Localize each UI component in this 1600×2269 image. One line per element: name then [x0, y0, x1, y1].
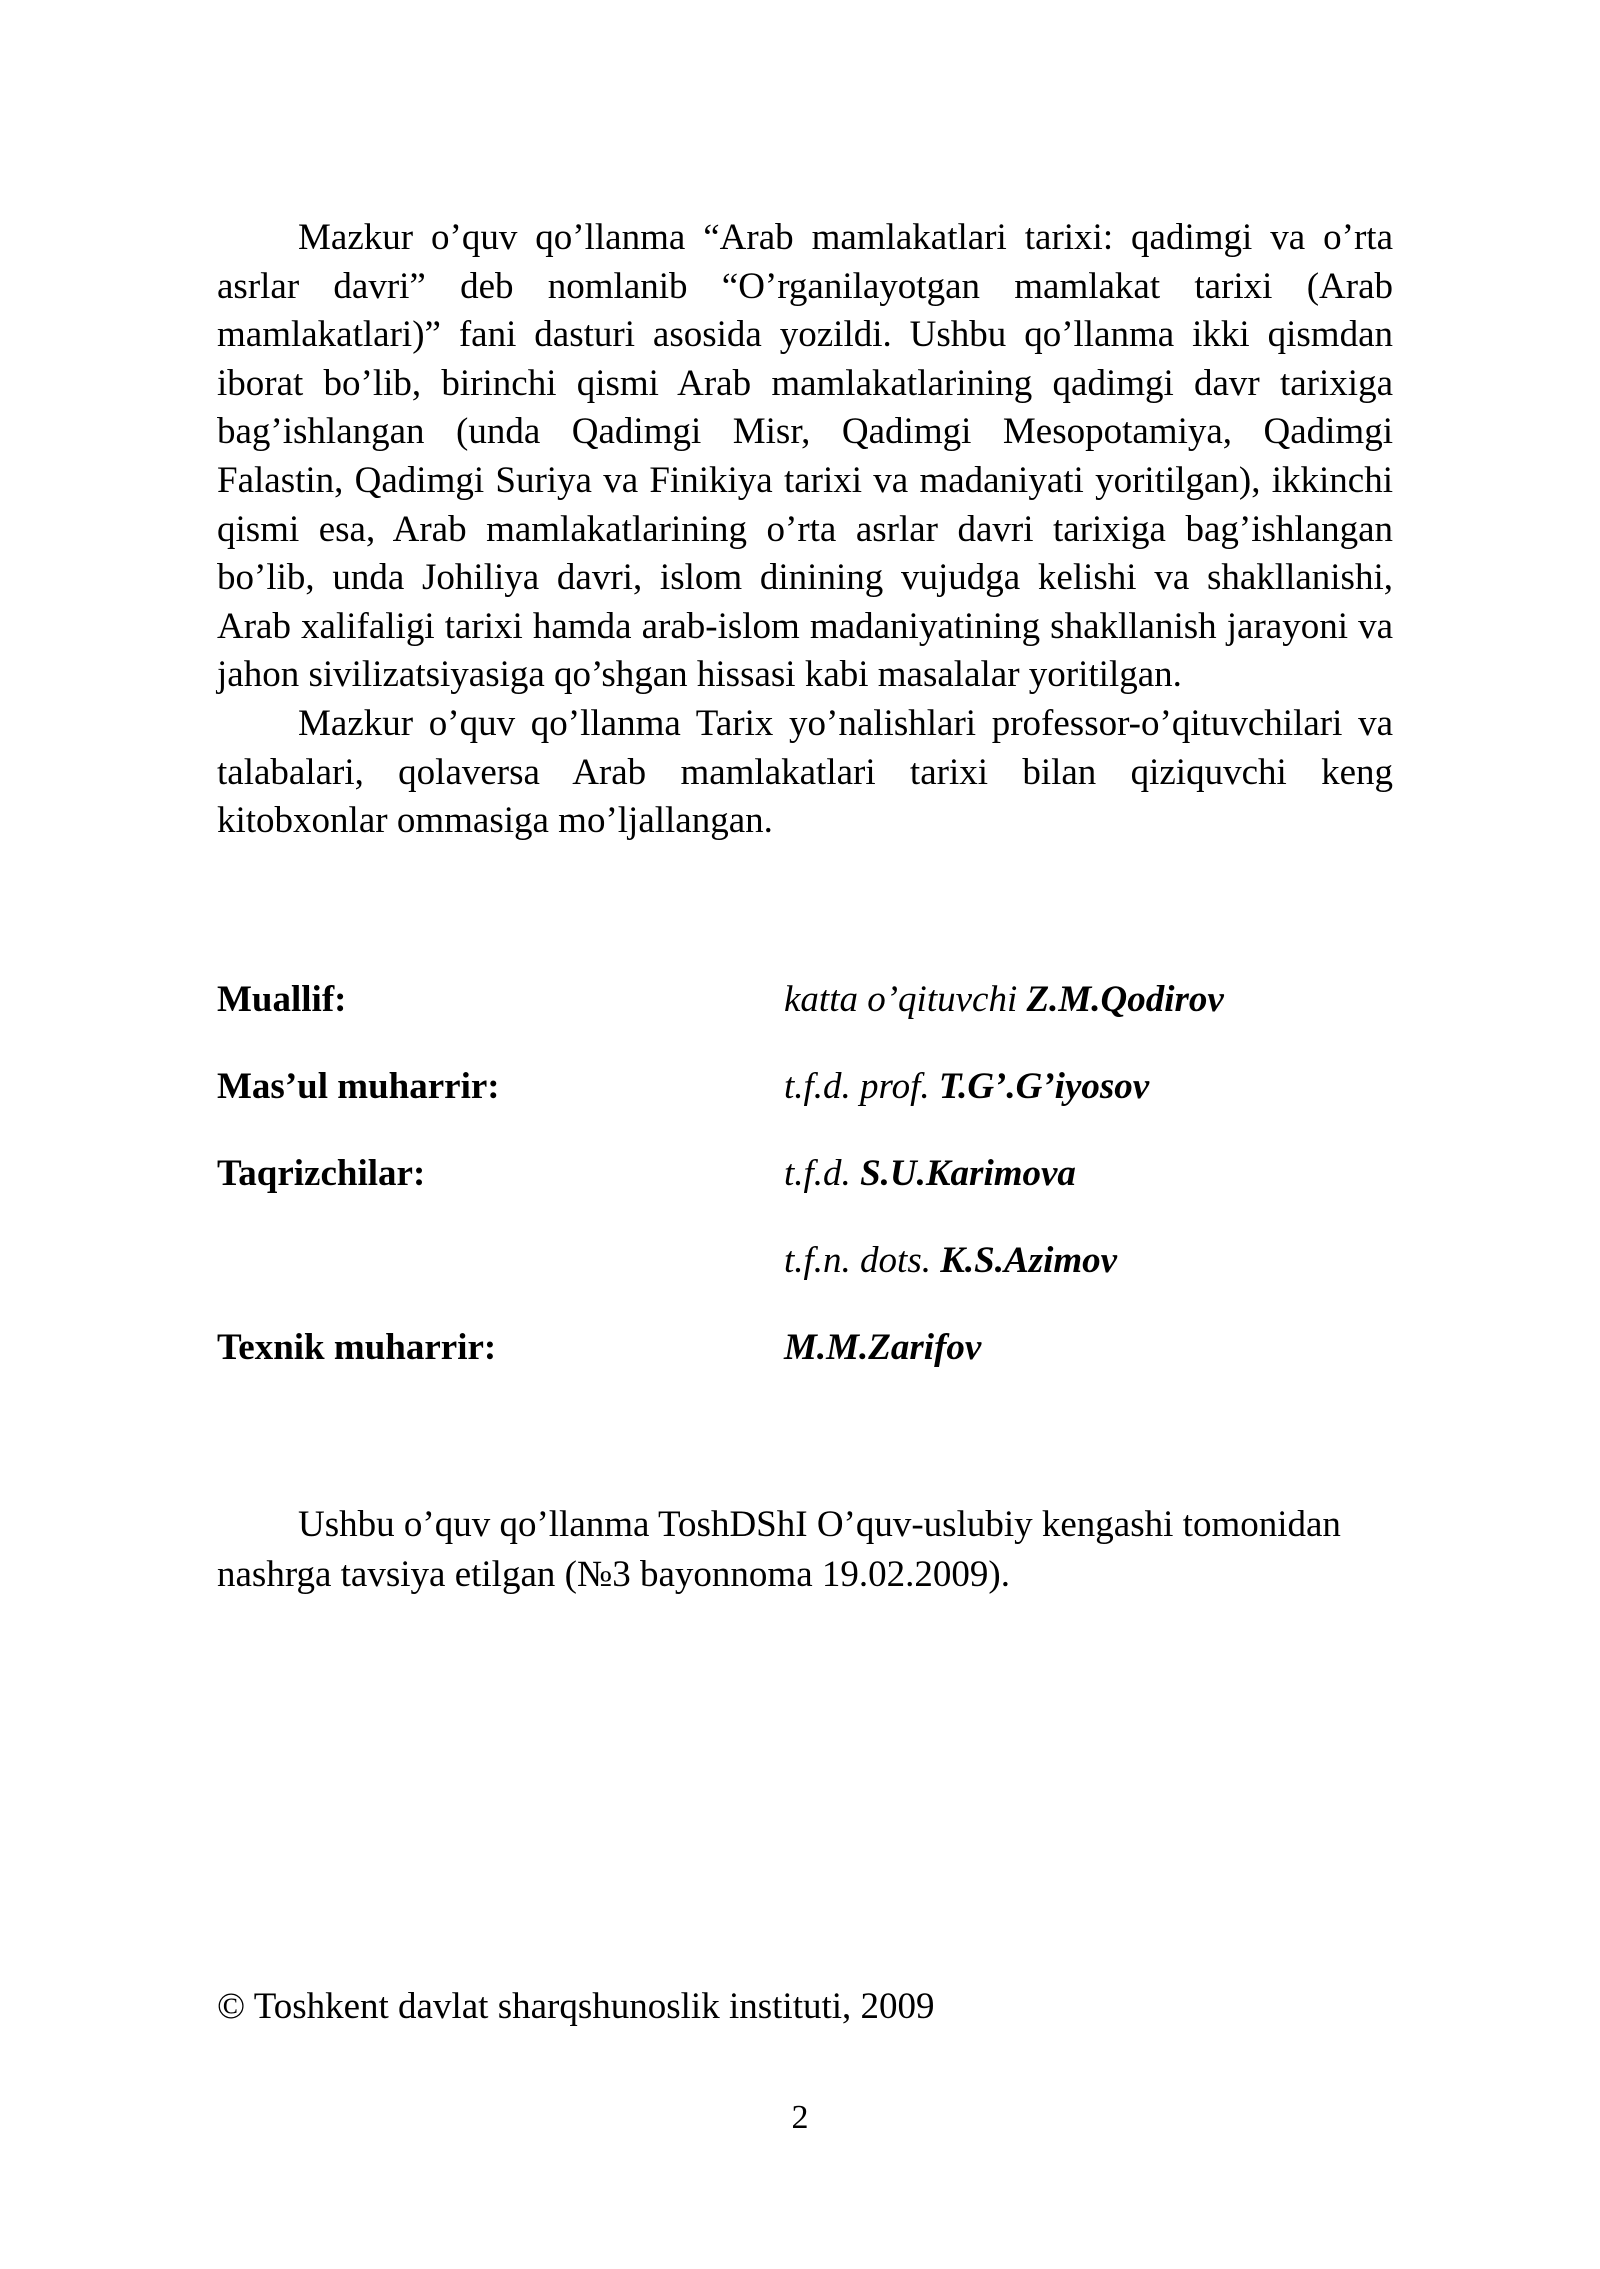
credit-person: [784, 1062, 1149, 1112]
approval-text: Ushbu o’quv qo’llanma ToshDShI O’quv-uslubiy kengashi tomonidan nashrga tavsiya etilgan (№3 bayonnoma 19.02.2009).: [217, 1504, 1341, 1595]
annotation-text: [217, 214, 1393, 846]
credit-person: [784, 1323, 981, 1373]
credit-name: Z.M.Qodirov: [1026, 979, 1224, 1020]
annotation-paragraph-2: Mazkur o’quv qo’llanma Tarix yo’nalishlari professor-o’qituvchilari va talabalari, qolaversa Arab mamlakatlari tarixi bilan qiziquvchi keng kitobxonlar ommasiga mo’ljallangan.: [217, 702, 1393, 842]
credit-name: M.M.Zarifov: [784, 1327, 982, 1368]
page-number: 2: [791, 2099, 809, 2136]
credit-role: Mas’ul muharrir:: [217, 1066, 500, 1107]
credit-row-reviewer-2: [217, 1236, 1393, 1286]
credit-row-author: [217, 975, 1393, 1025]
credit-role: Muallif:: [217, 979, 347, 1020]
credit-title: katta o’qituvchi: [784, 979, 1027, 1020]
credit-row-reviewer-1: [217, 1149, 1393, 1199]
credit-role: Taqrizchilar:: [217, 1153, 426, 1194]
credit-row-technical-editor: [217, 1323, 1393, 1373]
copyright-line: © Toshkent davlat sharqshunoslik instituti, 2009: [217, 1986, 935, 2027]
credit-name: T.G’.G’iyosov: [938, 1066, 1150, 1107]
annotation-paragraph-1: Mazkur o’quv qo’llanma “Arab mamlakatlari tarixi: qadimgi va o’rta asrlar davri” deb nomlanib “O’rganilayotgan mamlakat tarixi (Arab mamlakatlari)” fani dasturi asosida yozildi. Ushbu qo’llanma ikki qismdan iborat bo’lib, birinchi qismi Arab mamlakatlarining qadimgi davr tarixiga bag’ishlangan (unda Qadimgi Misr, Qadimgi Mesopotamiya, Qadimgi Falastin, Qadimgi Suriya va Finikiya tarixi va madaniyati yoritilgan), ikkinchi qismi esa, Arab mamlakatlarining o’rta asrlar davri tarixiga bag’ishlangan bo’lib, unda Johiliya davri, islom dinining vujudga kelishi va shakllanishi, Arab xalifaligi tarixi hamda arab-islom madaniyatining shakllanish jarayoni va jahon sivilizatsiyasiga qo’shgan hissasi kabi masalalar yoritilgan.: [217, 217, 1393, 696]
credit-role: Texnik muharrir:: [217, 1327, 497, 1368]
approval-note: [217, 1500, 1393, 1600]
credit-person: [784, 1149, 1076, 1199]
credit-title: t.f.d. prof.: [784, 1066, 939, 1107]
credit-name: K.S.Azimov: [940, 1240, 1118, 1281]
credit-title: t.f.d.: [784, 1153, 861, 1194]
credit-name: S.U.Karimova: [860, 1153, 1076, 1194]
credit-person: [784, 975, 1224, 1025]
credit-row-editor: [217, 1062, 1393, 1112]
credit-title: t.f.n. dots.: [784, 1240, 941, 1281]
credit-person: [784, 1236, 1117, 1286]
